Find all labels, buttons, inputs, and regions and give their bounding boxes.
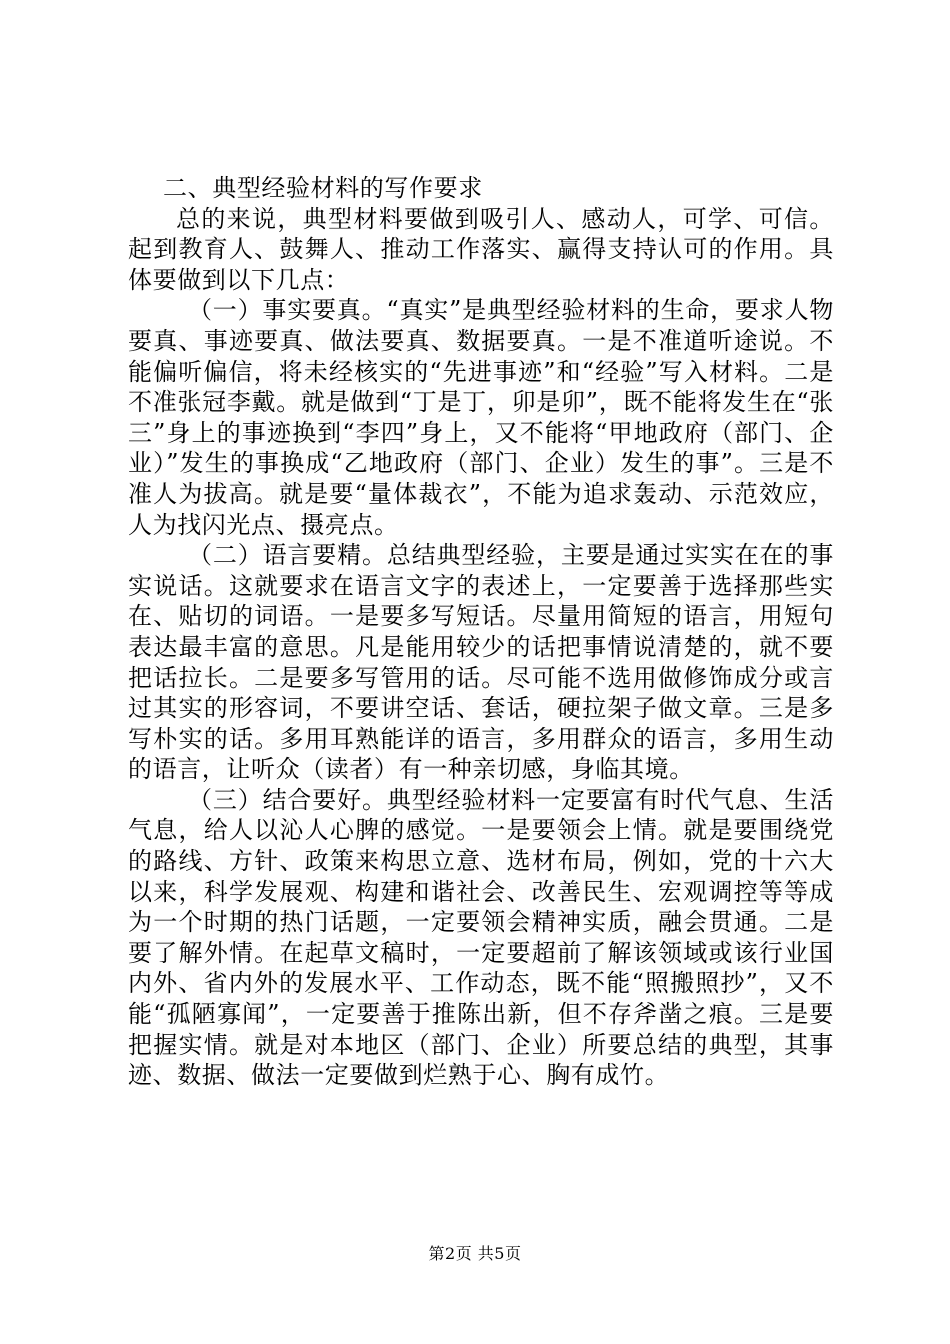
page-number-footer: 第2页 共5页 [428,1244,522,1263]
paragraph-facts: （一）事实要真。“真实”是典型经验材料的生命，要求人物要真、事迹要真、做法要真、数据要真。一是不准道听途说。不能偏听偏信，将未经核实的“先进事迹”和“经验”写入材料。二是不准张冠李戴。就是做到“丁是丁，卯是卯”，既不能将发生在“张三”身上的事迹换到“李四”身上，又不能将“甲地政府（部门、企业）”发生的事换成“乙地政府（部门、企业）发生的事”。三是不准人为拔高。就是要“量体裁衣”，不能为追求轰动、示范效应，人为找闪光点、摄亮点。 [128,296,834,539]
intro-paragraph: 总的来说，典型材料要做到吸引人、感动人，可学、可信。起到教育人、鼓舞人、推动工作落实、赢得支持认可的作用。具体要做到以下几点： [128,204,834,294]
paragraph-language: （二）语言要精。总结典型经验，主要是通过实实在在的事实说话。这就要求在语言文字的表述上，一定要善于选择那些实在、贴切的词语。一是要多写短话。尽量用简短的语言，用短句表达最丰富的意思。凡是能用较少的话把事情说清楚的，就不要把话拉长。二是要多写管用的话。尽可能不选用做修饰成分或言过其实的形容词，不要讲空话、套话，硬拉架子做文章。三是多写朴实的话。多用耳熟能详的语言，多用群众的语言，多用生动的语言，让听众（读者）有一种亲切感，身临其境。 [128,541,834,784]
document-body [128,173,834,1091]
section-heading: 二、典型经验材料的写作要求 [163,174,483,202]
paragraph-integration: （三）结合要好。典型经验材料一定要富有时代气息、生活气息，给人以沁人心脾的感觉。一是要领会上情。就是要围绕党的路线、方针、政策来构思立意、选材布局，例如，党的十六大以来，科学发展观、构建和谐社会、改善民生、宏观调控等等成为一个时期的热门话题，一定要领会精神实质，融会贯通。二是要了解外情。在起草文稿时，一定要超前了解该领域或该行业国内外、省内外的发展水平、工作动态，既不能“照搬照抄”，又不能“孤陋寡闻”，一定要善于推陈出新，但不存斧凿之痕。三是要把握实情。就是对本地区（部门、企业）所要总结的典型，其事迹、数据、做法一定要做到烂熟于心、胸有成竹。 [128,785,834,1090]
